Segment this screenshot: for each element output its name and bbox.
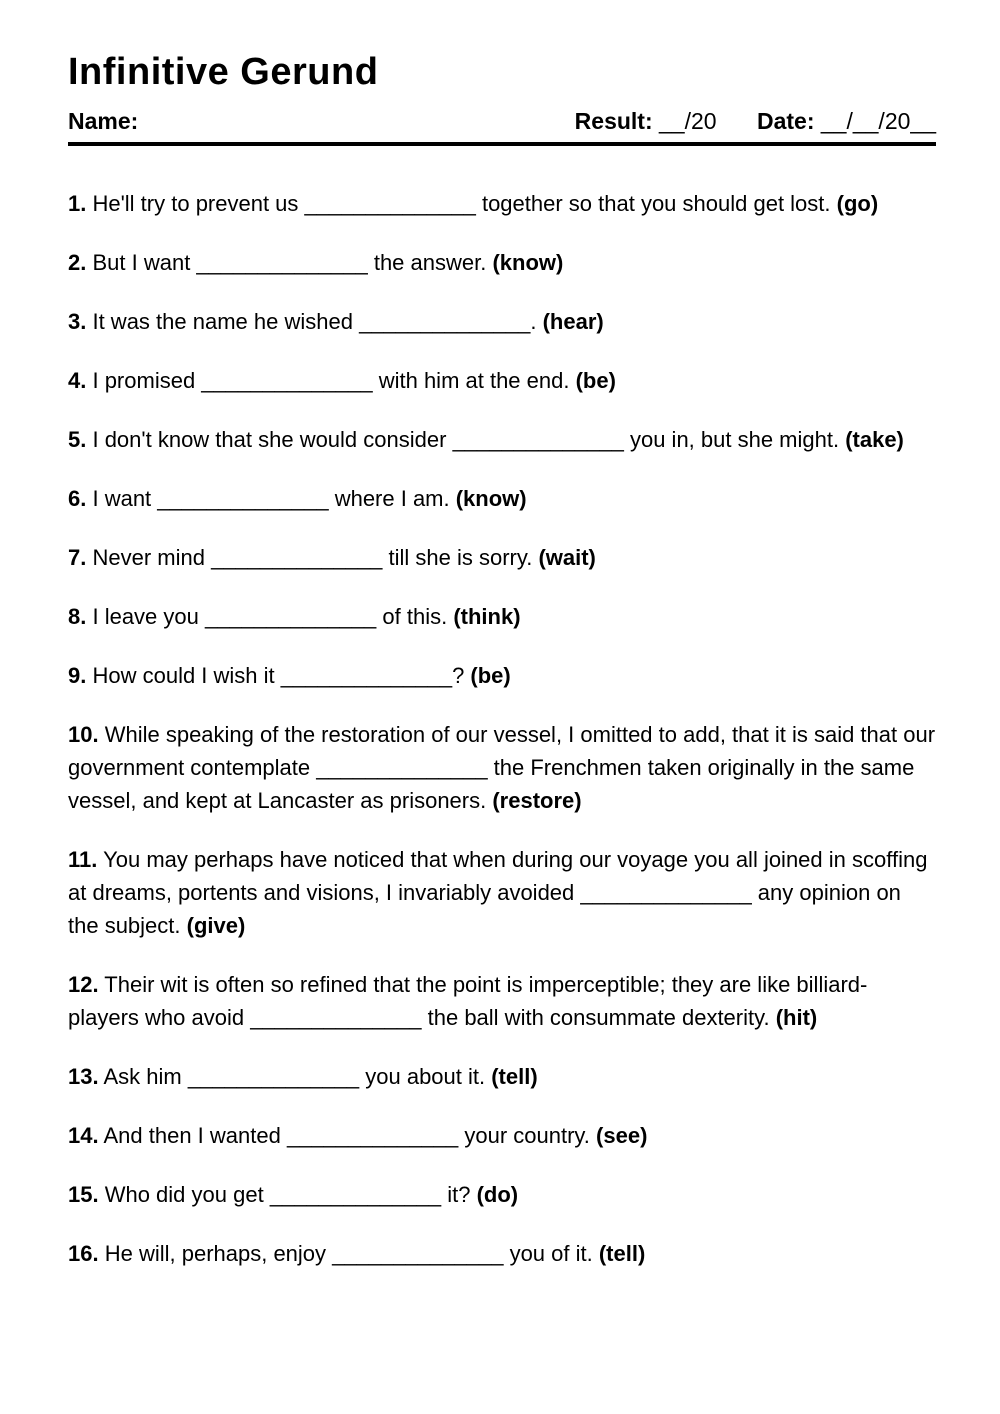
verb-hint: (think) bbox=[453, 604, 521, 630]
answer-blank: ______________ bbox=[205, 604, 377, 630]
question-item bbox=[68, 968, 936, 1034]
verb-hint: (be) bbox=[470, 663, 511, 689]
answer-blank: ______________ bbox=[196, 250, 368, 276]
answer-blank: ______________ bbox=[316, 755, 488, 781]
question-text: I leave you bbox=[86, 604, 205, 630]
question-text: where I am. bbox=[328, 486, 456, 512]
question-number: 15. bbox=[68, 1182, 99, 1208]
question-text: How could I wish it bbox=[86, 663, 281, 689]
question-number: 8. bbox=[68, 604, 87, 630]
answer-blank: ______________ bbox=[359, 309, 531, 335]
question-text: Never mind bbox=[86, 545, 212, 571]
verb-hint: (be) bbox=[575, 368, 616, 394]
answer-blank: ______________ bbox=[580, 880, 752, 906]
question-text: the Frenchmen taken originally in the same vessel, and kept at Lancaster as prisoners. bbox=[68, 755, 915, 814]
verb-hint: (know) bbox=[492, 250, 564, 276]
question-text: And then I wanted bbox=[98, 1123, 287, 1149]
question-text: But I want bbox=[86, 250, 197, 276]
result-label: Result: bbox=[574, 107, 653, 134]
verb-hint: (do) bbox=[476, 1182, 519, 1208]
header-meta-right bbox=[575, 108, 936, 136]
question-text: you in, but she might. bbox=[623, 427, 846, 453]
verb-hint: (tell) bbox=[491, 1064, 538, 1090]
question-number: 5. bbox=[68, 427, 87, 453]
question-text: You may perhaps have noticed that when during our voyage you all joined in scoffing at dreams, portents and visions, I invariably avoided bbox=[68, 847, 928, 906]
verb-hint: (tell) bbox=[598, 1241, 646, 1267]
result-field bbox=[575, 108, 717, 134]
question-text: . bbox=[530, 309, 543, 335]
answer-blank: ______________ bbox=[304, 191, 476, 217]
question-number: 4. bbox=[68, 368, 87, 394]
header-divider bbox=[68, 142, 936, 146]
question-number: 7. bbox=[68, 545, 87, 571]
question-text: with him at the end. bbox=[372, 368, 576, 394]
answer-blank: ______________ bbox=[201, 368, 373, 394]
result-value: __/20 bbox=[659, 107, 717, 134]
verb-hint: (wait) bbox=[538, 545, 596, 571]
verb-hint: (see) bbox=[596, 1123, 648, 1149]
question-item bbox=[68, 843, 936, 942]
question-number: 10. bbox=[68, 722, 99, 748]
answer-blank: ______________ bbox=[332, 1241, 504, 1267]
question-text: of this. bbox=[376, 604, 454, 630]
question-item bbox=[68, 1178, 936, 1211]
question-number: 12. bbox=[68, 972, 99, 998]
question-text: your country. bbox=[458, 1123, 597, 1149]
question-text: Their wit is often so refined that the point is imperceptible; they are like billiard-players who avoid bbox=[68, 972, 868, 1031]
answer-blank: ______________ bbox=[187, 1064, 360, 1090]
question-text: it? bbox=[441, 1182, 477, 1208]
question-text: you about it. bbox=[359, 1064, 492, 1090]
question-text: the answer. bbox=[367, 250, 493, 276]
name-label: Name: bbox=[68, 107, 139, 134]
question-text: Ask him bbox=[98, 1064, 188, 1090]
questions-list bbox=[68, 187, 936, 1270]
answer-blank: ______________ bbox=[157, 486, 329, 512]
question-text: He'll try to prevent us bbox=[86, 191, 305, 217]
question-text: It was the name he wished bbox=[86, 309, 360, 335]
question-item bbox=[68, 482, 936, 515]
question-item bbox=[68, 541, 936, 574]
answer-blank: ______________ bbox=[452, 427, 624, 453]
question-item bbox=[68, 1237, 936, 1270]
question-text: I want bbox=[86, 486, 158, 512]
question-number: 3. bbox=[68, 309, 87, 335]
date-value: __/__/20__ bbox=[820, 107, 936, 134]
question-number: 9. bbox=[68, 663, 87, 689]
verb-hint: (go) bbox=[836, 191, 879, 217]
question-number: 2. bbox=[68, 250, 87, 276]
verb-hint: (hit) bbox=[775, 1005, 818, 1031]
question-item bbox=[68, 305, 936, 338]
question-number: 16. bbox=[68, 1241, 99, 1267]
question-number: 6. bbox=[68, 486, 87, 512]
page-title: Infinitive Gerund bbox=[68, 51, 379, 93]
question-number: 11. bbox=[68, 847, 98, 873]
question-item bbox=[68, 246, 936, 279]
question-text: ? bbox=[452, 663, 471, 689]
date-field bbox=[757, 108, 936, 134]
question-number: 13. bbox=[68, 1064, 99, 1090]
question-item bbox=[68, 1119, 936, 1152]
question-text: He will, perhaps, enjoy bbox=[98, 1241, 333, 1267]
question-text: till she is sorry. bbox=[382, 545, 539, 571]
verb-hint: (restore) bbox=[492, 788, 582, 814]
question-item bbox=[68, 659, 936, 692]
answer-blank: ______________ bbox=[250, 1005, 422, 1031]
question-number: 1. bbox=[68, 191, 87, 217]
question-number: 14. bbox=[68, 1123, 99, 1149]
answer-blank: ______________ bbox=[280, 663, 453, 689]
question-item bbox=[68, 423, 936, 456]
question-item bbox=[68, 364, 936, 397]
header-meta-row bbox=[68, 108, 936, 143]
answer-blank: ______________ bbox=[286, 1123, 459, 1149]
question-item bbox=[68, 187, 936, 220]
verb-hint: (know) bbox=[455, 486, 527, 512]
verb-hint: (hear) bbox=[542, 309, 604, 335]
question-text: you of it. bbox=[503, 1241, 599, 1267]
verb-hint: (take) bbox=[845, 427, 904, 453]
answer-blank: ______________ bbox=[269, 1182, 442, 1208]
question-text: any opinion on the subject. bbox=[68, 880, 901, 939]
question-text: I promised bbox=[86, 368, 202, 394]
question-item bbox=[68, 600, 936, 633]
question-text: I don't know that she would consider bbox=[86, 427, 453, 453]
verb-hint: (give) bbox=[186, 913, 246, 939]
question-text: the ball with consummate dexterity. bbox=[421, 1005, 776, 1031]
question-text: While speaking of the restoration of our vessel, I omitted to add, that it is said that our government contemplate bbox=[68, 722, 936, 781]
question-text: together so that you should get lost. bbox=[475, 191, 837, 217]
question-text: Who did you get bbox=[98, 1182, 270, 1208]
question-item bbox=[68, 1060, 936, 1093]
question-item bbox=[68, 718, 936, 817]
answer-blank: ______________ bbox=[211, 545, 383, 571]
date-label: Date: bbox=[756, 107, 815, 134]
